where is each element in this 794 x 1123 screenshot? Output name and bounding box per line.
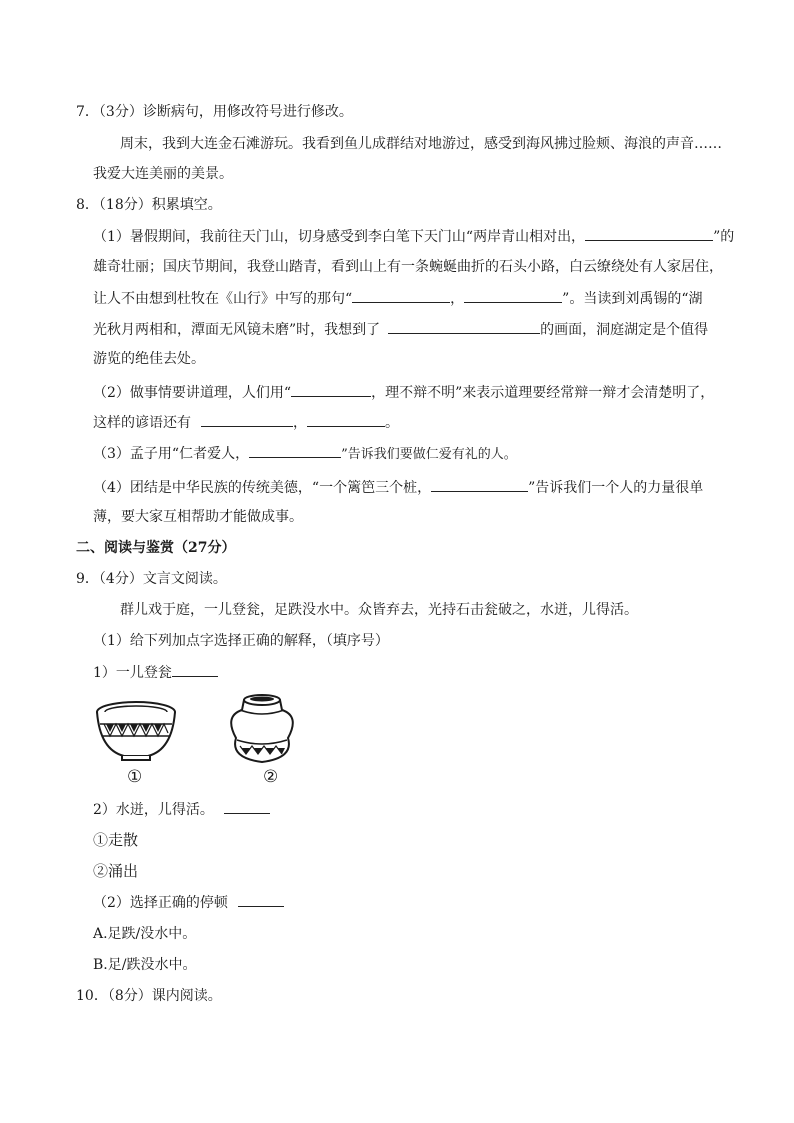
answer-blank[interactable] (238, 892, 284, 907)
answer-blank[interactable] (352, 288, 450, 303)
question-8-part4-line1 (93, 477, 703, 498)
question-9-option-a: A.足跌/没水中。 (93, 926, 197, 942)
question-9-item2 (93, 799, 270, 820)
question-8-part1-line2: 雄奇壮丽；国庆节期间，我登山踏青，看到山上有一条蜿蜒曲折的石头小路，白云缭绕处有人家居住， (93, 259, 723, 275)
image-label-2: ② (263, 767, 279, 787)
answer-blank[interactable] (431, 477, 528, 492)
bowl-icon (97, 702, 175, 760)
question-7-header: 7．（3分）诊断病句，用修改符号进行修改。 (76, 104, 353, 120)
text: （1）暑假期间，我前往天门山，切身感受到李白笔下天门山“两岸青山相对出， (93, 229, 586, 245)
question-9-sub2 (93, 892, 284, 913)
answer-blank[interactable] (249, 443, 341, 458)
text: ”的 (713, 229, 735, 245)
text: 的画面，洞庭湖定是个值得 (540, 322, 709, 338)
question-8-part4-line2: 薄，要大家互相帮助才能做成事。 (93, 509, 303, 525)
answer-blank[interactable] (291, 382, 371, 397)
text: 这样的谚语还有 (93, 415, 191, 431)
text: 。 (385, 415, 399, 431)
text: ， (450, 291, 465, 307)
question-9-header: 9．（4分）文言文阅读。 (76, 571, 227, 587)
text: （4）团结是中华民族的传统美德，“一个篱笆三个桩， (93, 480, 432, 496)
text: （2）做事情要讲道理，人们用“ (93, 385, 292, 401)
question-9-option-1: ①走散 (93, 831, 139, 849)
text: ”。当读到刘禹锡的“湖 (562, 291, 703, 307)
question-8-part2-line1 (93, 382, 714, 403)
text: 2）水迸，儿得活。 (93, 802, 214, 818)
image-label-1: ① (127, 767, 143, 787)
answer-blank[interactable] (172, 662, 218, 677)
question-8-part1-line4 (93, 319, 708, 340)
question-7-sentence-line-1: 周末，我到大连金石滩游玩。我看到鱼儿成群结对地游过，感受到海风拂过脸颊、海浪的声音…… (120, 136, 722, 152)
question-10-header: 10．（8分）课内阅读。 (76, 988, 222, 1004)
question-9-option-b: B.足/跌没水中。 (93, 957, 197, 973)
text: （3）孟子用“仁者爱人， (93, 446, 250, 462)
question-8-part1-line1 (93, 226, 734, 247)
question-7-sentence-line-2: 我爱大连美丽的美景。 (93, 166, 233, 182)
answer-blank[interactable] (307, 412, 385, 427)
answer-blank[interactable] (201, 412, 293, 427)
answer-blank[interactable] (224, 799, 270, 814)
answer-blank[interactable] (464, 288, 562, 303)
answer-blank[interactable] (388, 319, 540, 334)
question-9-item1 (93, 662, 218, 683)
text: 光秋月两相和，潭面无风镜未磨”时，我想到了 (93, 322, 381, 338)
question-8-part3 (93, 443, 517, 465)
vessel-illustration (90, 688, 315, 788)
question-8-part1-line3 (93, 288, 702, 309)
text: ， (293, 415, 307, 431)
jar-icon (231, 695, 293, 762)
question-9-option-2: ②涌出 (93, 862, 139, 880)
question-8-part2-line2 (93, 412, 399, 433)
text: ”告诉我们一个人的力量很单 (528, 480, 704, 496)
answer-blank[interactable] (585, 226, 713, 241)
text: （2）选择正确的停顿 (93, 895, 228, 911)
text: ，理不辩不明”来表示道理要经常辩一辩才会清楚明了， (371, 385, 715, 401)
section-2-title: 二、阅读与鉴赏（27分） (76, 540, 236, 556)
text: 让人不由想到杜牧在《山行》中写的那句“ (93, 291, 353, 307)
text: 1）一儿登瓮 (93, 665, 172, 681)
question-9-sub1: （1）给下列加点字选择正确的解释，（填序号） (93, 633, 389, 649)
text: ”告诉我们要做仁爱有礼的人。 (341, 447, 517, 462)
question-8-part1-line5: 游览的绝佳去处。 (93, 351, 205, 367)
question-9-passage: 群儿戏于庭，一儿登瓮，足跌没水中。众皆弃去，光持石击瓮破之，水迸，儿得活。 (120, 602, 638, 618)
question-8-header: 8．（18分）积累填空。 (76, 197, 222, 213)
